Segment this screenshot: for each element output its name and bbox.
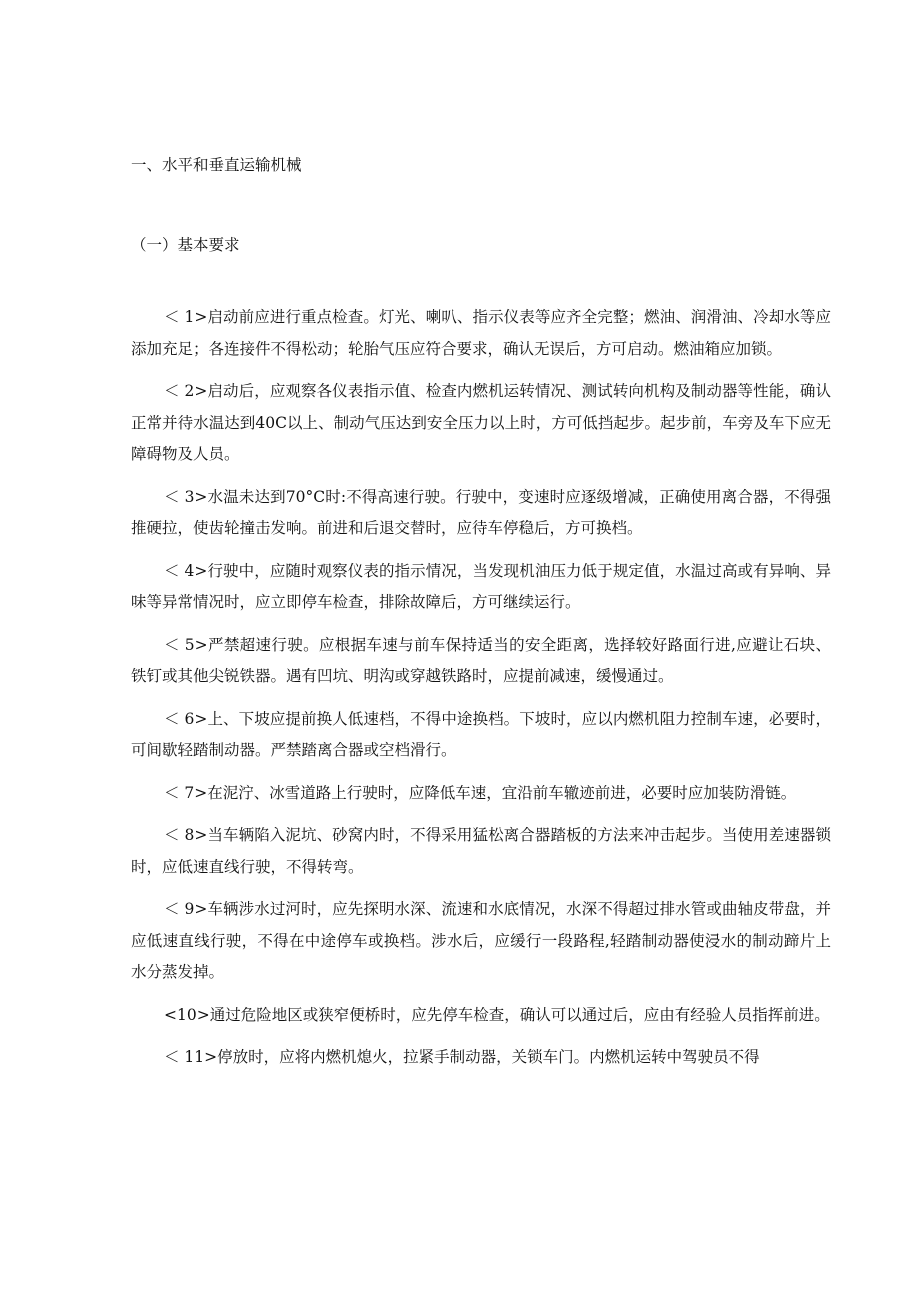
requirement-item-11: ＜ 11>停放时，应将内燃机熄火，拉紧手制动器，关锁车门。内燃机运转中驾驶员不得 xyxy=(164,1048,760,1066)
subsection-heading: （一）基本要求 xyxy=(131,236,240,254)
requirement-item-9: ＜ 9>车辆涉水过河时，应先探明水深、流速和水底情况，水深不得超过排水管或曲轴皮带盘，并应低速直线行驶，不得在中途停车或换档。涉水后，应缓行一段路程,轻踏制动器使浸水的制动蹄片上水分蒸发掉。 xyxy=(131,900,831,981)
requirement-item-10: <10>通过危险地区或狭窄便桥时，应先停车检查，确认可以通过后，应由有经验人员指挥前进。 xyxy=(164,1005,830,1024)
section-heading: 一、水平和垂直运输机械 xyxy=(131,156,302,174)
requirement-item-4: ＜ 4>行驶中，应随时观察仪表的指示情况，当发现机油压力低于规定值，水温过高或有异响、异味等异常情况时，应立即停车检查，排除故障后，方可继续运行。 xyxy=(131,561,831,611)
requirement-item-2: ＜ 2>启动后，应观察各仪表指示值、检查内燃机运转情况、测试转向机构及制动器等性能，确认正常并待水温达到40C以上、制动气压达到安全压力以上时，方可低挡起步。起步前，车旁及车下应无障碍物及人员。 xyxy=(131,382,831,463)
requirement-item-3: ＜ 3>水温未达到70°C时:不得高速行驶。行驶中，变速时应逐级增减，正确使用离合器，不得强推硬拉，使齿轮撞击发响。前进和后退交替时，应待车停稳后，方可换档。 xyxy=(131,487,831,537)
requirements-list xyxy=(131,302,831,1085)
requirement-item-6: ＜ 6>上、下坡应提前换人低速档，不得中途换档。下坡时，应以内燃机阻力控制车速，必要时，可间歇轻踏制动器。严禁踏离合器或空档滑行。 xyxy=(131,709,831,759)
requirement-item-5: ＜ 5>严禁超速行驶。应根据车速与前车保持适当的安全距离，选择较好路面行进,应避让石块、铁钉或其他尖锐铁器。遇有凹坑、明沟或穿越铁路时，应提前减速，缓慢通过。 xyxy=(131,635,831,685)
requirement-item-1: ＜ 1>启动前应进行重点检查。灯光、喇叭、指示仪表等应齐全完整；燃油、润滑油、冷却水等应添加充足；各连接件不得松动；轮胎气压应符合要求，确认无误后，方可启动。燃油箱应加锁。 xyxy=(131,308,831,358)
requirement-item-7: ＜ 7>在泥泞、冰雪道路上行驶时，应降低车速，宜沿前车辙迹前进，必要时应加装防滑链。 xyxy=(164,783,797,802)
requirement-item-8: ＜ 8>当车辆陷入泥坑、砂窝内时，不得采用猛松离合器踏板的方法来冲击起步。当使用差速器锁时，应低速直线行驶，不得转弯。 xyxy=(131,826,831,876)
